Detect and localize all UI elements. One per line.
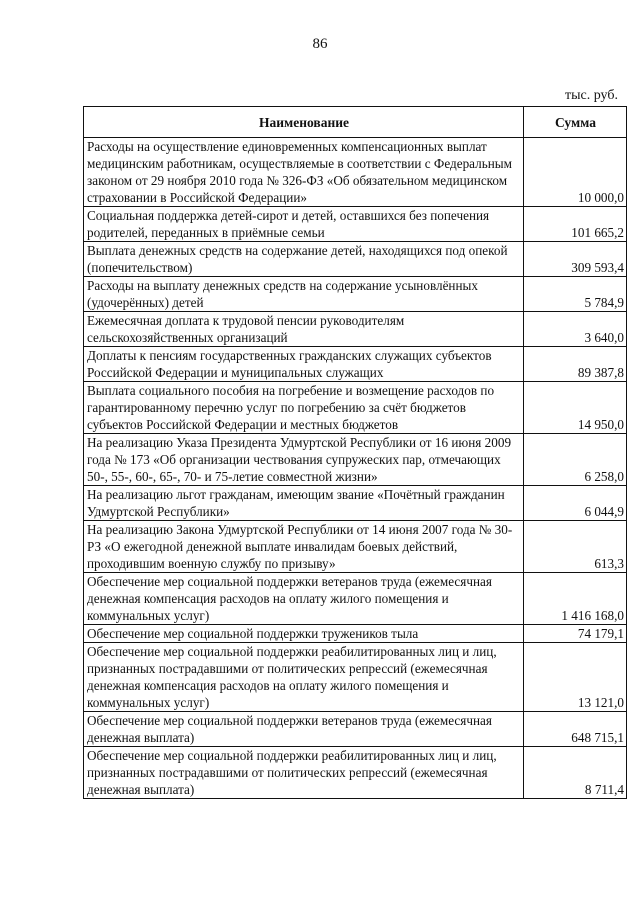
row-name: Расходы на осуществление единовременных компенсационных выплат медицинским работникам, осуществляемые в соответствии с Федеральным законом от 29 ноября 2010 года № 326-ФЗ «Об обязательном медицинском страховании в Российской Федерации» (84, 138, 524, 207)
row-sum: 74 179,1 (524, 625, 627, 643)
row-name: Выплата денежных средств на содержание детей, находящихся под опекой (попечительством) (84, 242, 524, 277)
row-sum: 5 784,9 (524, 277, 627, 312)
table-body (84, 138, 627, 799)
table-header (84, 107, 627, 138)
row-sum: 101 665,2 (524, 207, 627, 242)
row-name: Выплата социального пособия на погребение и возмещение расходов по гарантированному перечню услуг по погребению за счёт бюджетов субъектов Российской Федерации и местных бюджетов (84, 382, 524, 434)
row-sum: 89 387,8 (524, 347, 627, 382)
table-row (84, 573, 627, 625)
row-sum: 1 416 168,0 (524, 573, 627, 625)
table-row (84, 312, 627, 347)
row-sum: 6 258,0 (524, 434, 627, 486)
row-name: На реализацию льгот гражданам, имеющим звание «Почётный гражданин Удмуртской Республики» (84, 486, 524, 521)
header-sum: Сумма (524, 107, 627, 138)
row-name: На реализацию Указа Президента Удмуртской Республики от 16 июня 2009 года № 173 «Об организации чествования супружеских пар, отмечающих 50-, 55-, 60-, 65-, 70- и 75-летие совместной жизни» (84, 434, 524, 486)
header-row (84, 107, 627, 138)
units-label: тыс. руб. (565, 88, 618, 103)
page-number: 86 (312, 36, 328, 52)
table-row (84, 625, 627, 643)
table-row (84, 138, 627, 207)
table-row (84, 712, 627, 747)
row-sum: 8 711,4 (524, 747, 627, 799)
table-row (84, 521, 627, 573)
row-name: Ежемесячная доплата к трудовой пенсии руководителям сельскохозяйственных организаций (84, 312, 524, 347)
row-sum: 3 640,0 (524, 312, 627, 347)
row-name: Обеспечение мер социальной поддержки ветеранов труда (ежемесячная денежная компенсация расходов на оплату жилого помещения и коммунальных услуг) (84, 573, 524, 625)
row-name: Обеспечение мер социальной поддержки тружеников тыла (84, 625, 524, 643)
table-row (84, 747, 627, 799)
table-row (84, 382, 627, 434)
row-name: Социальная поддержка детей-сирот и детей, оставшихся без попечения родителей, переданных в приёмные семьи (84, 207, 524, 242)
row-sum: 648 715,1 (524, 712, 627, 747)
table-row (84, 486, 627, 521)
row-sum: 13 121,0 (524, 643, 627, 712)
table-row (84, 277, 627, 312)
row-sum: 10 000,0 (524, 138, 627, 207)
row-name: Обеспечение мер социальной поддержки ветеранов труда (ежемесячная денежная выплата) (84, 712, 524, 747)
row-sum: 309 593,4 (524, 242, 627, 277)
row-sum: 6 044,9 (524, 486, 627, 521)
table-row (84, 347, 627, 382)
table-row (84, 434, 627, 486)
header-name: Наименование (84, 107, 524, 138)
row-name: Обеспечение мер социальной поддержки реабилитированных лиц и лиц, признанных пострадавшими от политических репрессий (ежемесячная денежная компенсация расходов на оплату жилого помещения и коммунальных услуг) (84, 643, 524, 712)
row-sum: 14 950,0 (524, 382, 627, 434)
row-name: Обеспечение мер социальной поддержки реабилитированных лиц и лиц, признанных пострадавшими от политических репрессий (ежемесячная денежная выплата) (84, 747, 524, 799)
row-sum: 613,3 (524, 521, 627, 573)
row-name: Доплаты к пенсиям государственных гражданских служащих субъектов Российской Федерации и муниципальных служащих (84, 347, 524, 382)
table-row (84, 242, 627, 277)
row-name: На реализацию Закона Удмуртской Республики от 14 июня 2007 года № 30-РЗ «О ежегодной денежной выплате инвалидам боевых действий, проходившим военную службу по призыву» (84, 521, 524, 573)
table-row (84, 207, 627, 242)
table-row (84, 643, 627, 712)
budget-table (83, 106, 627, 799)
row-name: Расходы на выплату денежных средств на содержание усыновлённых (удочерённых) детей (84, 277, 524, 312)
